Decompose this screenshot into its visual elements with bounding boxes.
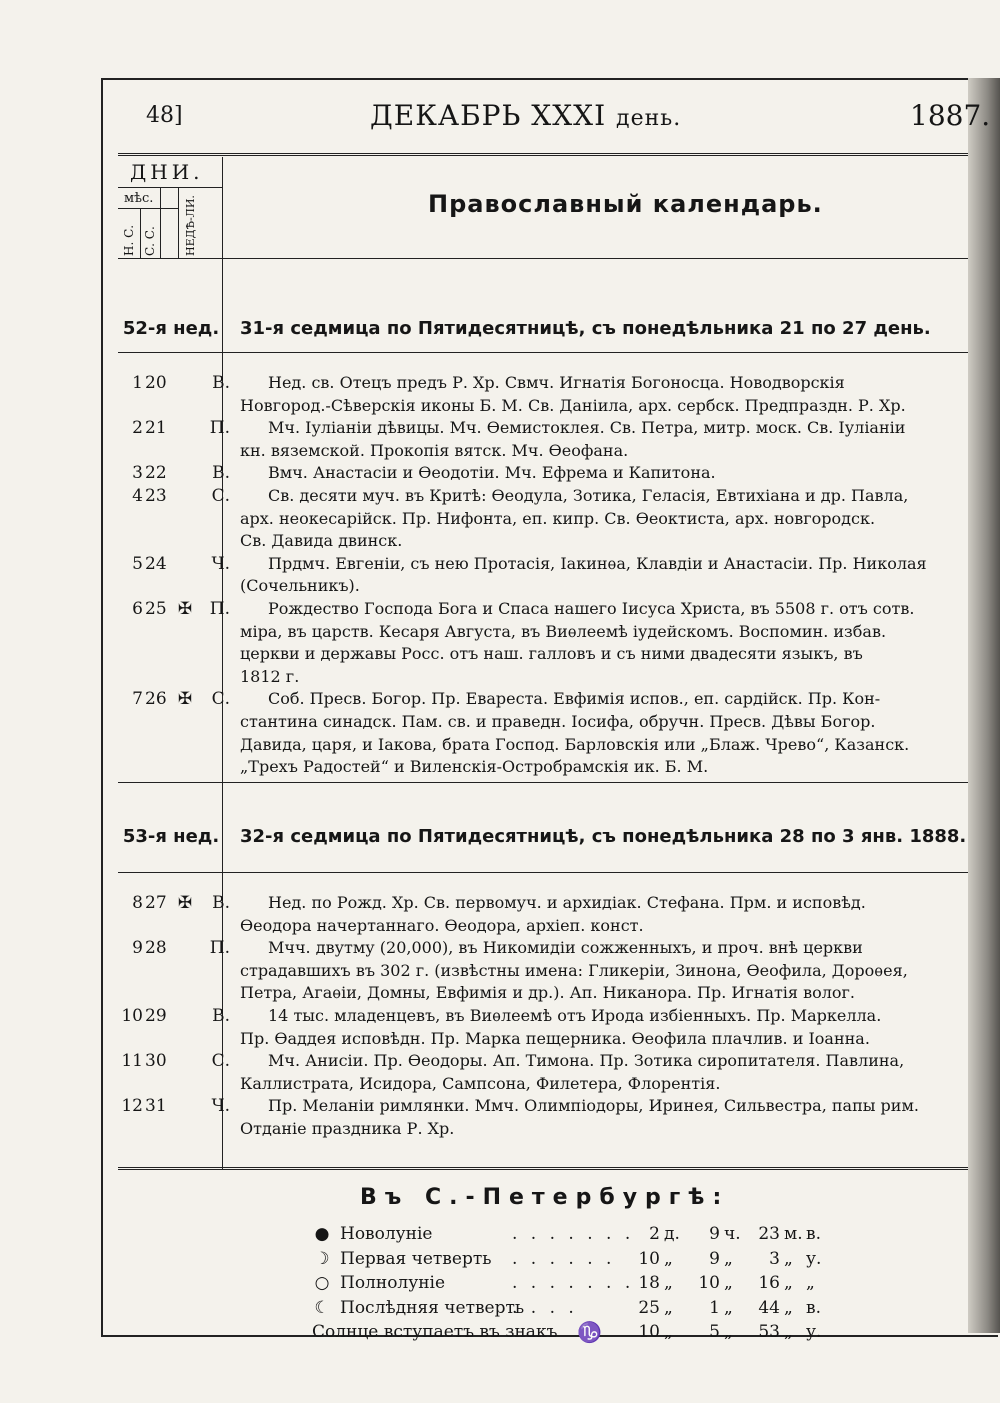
phase-unit-days: „ [664, 1248, 673, 1269]
leader-dots: . . . . [512, 1297, 578, 1318]
phase-unit-minutes: „ [784, 1248, 793, 1269]
saints-line: Каллистрата, Исидора, Сампсона, Филетера, Флорентія. [240, 1073, 721, 1093]
day-of-week: П. [209, 418, 230, 439]
phase-value-minutes: 44 [758, 1297, 780, 1318]
day-new-style: 12 [121, 1096, 143, 1117]
day-of-week: В. [212, 1006, 230, 1026]
sun-unit-days: „ [664, 1322, 673, 1342]
head-divider-2 [160, 188, 161, 258]
sun-value-days: 10 [638, 1322, 660, 1342]
saints-line: Отданіе праздника Р. Хр. [240, 1118, 455, 1138]
phase-unit-hours: ч. [724, 1224, 741, 1244]
day-old-style: 29 [145, 1006, 167, 1026]
day-of-week: В. [212, 373, 230, 393]
day-of-week: Ч. [211, 553, 230, 574]
spb-title: Въ С.-Петербургѣ: [360, 1185, 730, 1210]
day-old-style: 28 [145, 938, 167, 959]
sun-unit-minutes: „ [784, 1322, 793, 1342]
week-end-rule [118, 782, 968, 783]
phase-time-of-day: у. [806, 1248, 822, 1269]
week-rule [118, 352, 968, 353]
phase-value-minutes: 23 [758, 1224, 780, 1244]
feast-cross-icon: ✠ [177, 599, 193, 619]
moon-phase-icon: ☽ [314, 1248, 330, 1269]
months-caption-rule [118, 208, 178, 209]
day-of-week: Ч. [211, 1096, 230, 1117]
day-old-style: 26 [145, 689, 167, 710]
saints-line: 1812 г. [240, 666, 300, 686]
phase-value-minutes: 3 [769, 1248, 780, 1269]
moon-phase-icon: ☾ [314, 1297, 330, 1318]
saints-line: Св. Давида двинск. [240, 531, 403, 551]
moon-phase-row [312, 1296, 832, 1320]
year-label: 1887. [910, 99, 991, 132]
phase-unit-days: „ [664, 1273, 673, 1293]
month-title-suffix: день. [616, 106, 682, 131]
leader-dots: . . . . . . . [512, 1224, 635, 1244]
phase-unit-minutes: м. [784, 1224, 803, 1244]
phase-unit-days: д. [664, 1224, 680, 1244]
sun-label: Солнце вступаетъ въ знакъ [312, 1322, 558, 1342]
footer-double-rule [118, 1167, 968, 1170]
sun-unit-hours: „ [724, 1322, 733, 1342]
day-of-week: С. [211, 1051, 230, 1072]
saints-line: Мчч. двутму (20,000), въ Никомидіи сожженныхъ, и проч. внѣ церкви [268, 938, 863, 958]
phase-value-days: 10 [638, 1248, 660, 1269]
moon-phase-row [312, 1222, 832, 1246]
phase-time-of-day: в. [806, 1224, 821, 1244]
phase-value-hours: 10 [698, 1273, 720, 1293]
day-new-style: 3 [132, 463, 143, 484]
day-old-style: 20 [145, 373, 167, 393]
saints-line: Давида, царя, и Іакова, брата Господ. Барловскія или „Блаж. Чрево“, Казанск. [240, 734, 910, 754]
months-caption: мѣс. [124, 191, 154, 206]
day-new-style: 9 [132, 938, 143, 959]
week-heading: 31-я седмица по Пятидесятницѣ, съ понедѣльника 21 по 27 день. [240, 318, 931, 339]
feast-cross-icon: ✠ [177, 893, 193, 913]
moon-phase-row [312, 1271, 832, 1295]
saints-line: Мч. Іуліаніи дѣвицы. Мч. Ѳемистоклея. Св. Петра, митр. моск. Св. Іуліаніи [268, 418, 906, 438]
phase-unit-days: „ [664, 1297, 673, 1318]
day-of-week: П. [209, 599, 230, 619]
saints-line: міра, въ царств. Кесаря Августа, въ Виѳлеемѣ іудейскомъ. Воспомин. избав. [240, 621, 887, 641]
sun-value-hours: 5 [709, 1322, 720, 1342]
day-new-style: 1 [132, 373, 143, 393]
saints-line: Пр. Ѳаддея исповѣдн. Пр. Марка пещерника. Ѳеофила плачлив. и Іоанна. [240, 1028, 870, 1048]
day-of-week: В. [212, 893, 230, 913]
saints-line: Вмч. Анастасіи и Ѳеодотіи. Мч. Ефрема и Капитона. [268, 463, 716, 483]
saints-line: страдавшихъ въ 302 г. (извѣстны имена: Гликеріи, Зинона, Ѳеофила, Дороѳея, [240, 960, 908, 980]
saints-line: арх. неокесарійск. Пр. Нифонта, еп. кипр. Св. Ѳеоктиста, арх. новгородск. [240, 508, 876, 528]
phase-value-hours: 1 [709, 1297, 720, 1318]
header-double-rule [118, 153, 968, 156]
saints-line: Соб. Пресв. Богор. Пр. Евареста. Евфимія испов., еп. сардійск. Пр. Кон- [268, 689, 881, 709]
moon-phase-label: Первая четверть [340, 1248, 492, 1269]
col-week-label: НЕДѢ-ЛИ. [184, 195, 197, 256]
week-rule [118, 872, 968, 873]
day-new-style: 6 [132, 599, 143, 619]
day-new-style: 8 [132, 893, 143, 913]
head-bottom-rule [118, 258, 968, 259]
saints-line: Прдмч. Евгеніи, съ нею Протасія, Іакинѳа, Клавдіи и Анастасіи. Пр. Николая [268, 553, 927, 573]
day-old-style: 21 [145, 418, 167, 439]
days-caption-rule [118, 187, 222, 188]
phase-value-minutes: 16 [758, 1273, 780, 1293]
phase-value-hours: 9 [709, 1224, 720, 1244]
saints-line: „Трехъ Радостей“ и Виленскія-Остробрамскія ик. Б. М. [240, 757, 709, 777]
phase-value-days: 2 [649, 1224, 660, 1244]
capricorn-sign-icon: ♑ [577, 1320, 602, 1344]
week-label: 52-я нед. [122, 318, 220, 339]
saints-line: Ѳеодора начертаннаго. Ѳеодора, архіеп. конст. [240, 915, 644, 935]
week-label: 53-я нед. [122, 826, 220, 847]
phase-value-days: 18 [638, 1273, 660, 1293]
day-old-style: 31 [145, 1096, 167, 1117]
day-of-week: С. [211, 689, 230, 710]
week-heading: 32-я седмица по Пятидесятницѣ, съ понедѣльника 28 по 3 янв. 1888. [240, 826, 967, 847]
saints-line: (Сочельникъ). [240, 576, 360, 596]
phase-value-hours: 9 [709, 1248, 720, 1269]
month-title: ДЕКАБРЬ XXXI [370, 99, 607, 132]
feast-cross-icon: ✠ [177, 689, 193, 710]
day-old-style: 22 [145, 463, 167, 484]
day-old-style: 25 [145, 599, 167, 619]
calendar-title: Православный календарь. [428, 190, 823, 218]
moon-phase-label: Полнолуніе [340, 1273, 446, 1293]
leader-dots: . . . . . . [512, 1248, 616, 1269]
day-new-style: 7 [132, 689, 143, 710]
moon-phase-icon: ● [314, 1224, 330, 1244]
phase-time-of-day: „ [806, 1273, 815, 1293]
days-caption: ДНИ. [130, 160, 204, 184]
head-divider-1 [140, 208, 141, 258]
phase-unit-minutes: „ [784, 1273, 793, 1293]
saints-line: Петра, Агаѳіи, Домны, Евфимія и др.). Ап. Никанора. Пр. Игнатія волог. [240, 983, 855, 1003]
saints-line: Св. десяти муч. въ Критѣ: Ѳеодула, Зотика, Геласія, Евтихіана и др. Павла, [268, 486, 909, 505]
page-title [370, 92, 681, 140]
moon-phase-row [312, 1247, 832, 1271]
saints-line: Нед. св. Отецъ предъ Р. Хр. Свмч. Игнатія Богоносца. Новодворскія [268, 373, 845, 392]
sun-time-of-day: у. [806, 1322, 822, 1342]
day-new-style: 11 [121, 1051, 143, 1072]
phase-value-days: 25 [638, 1297, 660, 1318]
moon-phase-icon: ○ [314, 1273, 330, 1293]
phase-unit-minutes: „ [784, 1297, 793, 1318]
saints-line: Нед. по Рожд. Хр. Св. первомуч. и архидіак. Стефана. Прм. и исповѣд. [268, 893, 866, 912]
moon-phase-label: Послѣдняя четверть [340, 1297, 525, 1318]
day-new-style: 10 [121, 1006, 143, 1026]
sun-value-minutes: 53 [758, 1322, 780, 1342]
saints-line: стантина синадск. Пам. св. и праведн. Іосифа, обручн. Пресв. Дѣвы Богор. [240, 711, 876, 731]
day-old-style: 30 [145, 1051, 167, 1072]
day-of-week: В. [212, 463, 230, 484]
saints-line: Мч. Анисіи. Пр. Ѳеодоры. Ап. Тимона. Пр. Зотика сиропитателя. Павлина, [268, 1051, 905, 1071]
day-old-style: 23 [145, 486, 167, 506]
day-of-week: С. [211, 486, 230, 506]
moon-phase-label: Новолуніе [340, 1224, 433, 1244]
sun-sign-row [312, 1320, 832, 1344]
day-new-style: 2 [132, 418, 143, 439]
col-ss-label: С. С. [143, 226, 157, 256]
phase-unit-hours: „ [724, 1297, 733, 1318]
day-old-style: 24 [145, 553, 167, 574]
saints-line: 14 тыс. младенцевъ, въ Виѳлеемѣ отъ Ирода избіенныхъ. Пр. Маркелла. [268, 1006, 882, 1025]
saints-line: Пр. Меланіи римлянки. Ммч. Олимпіодоры, Иринея, Сильвестра, папы рим. [268, 1096, 919, 1116]
page-number: 48] [146, 103, 183, 128]
saints-line: церкви и державы Росс. отъ наш. галловъ и съ ними двадесяти языкъ, въ [240, 644, 863, 664]
saints-line: кн. вяземской. Прокопія вятск. Мч. Ѳеофана. [240, 440, 629, 460]
day-new-style: 4 [132, 486, 143, 506]
saints-line: Новгород.-Сѣверскія иконы Б. М. Св. Даніила, арх. сербск. Предпраздн. Р. Хр. [240, 395, 906, 415]
col-ns-label: Н. С. [122, 224, 136, 256]
phase-unit-hours: „ [724, 1273, 733, 1293]
saints-line: Рождество Господа Бога и Спаса нашего Іисуса Христа, въ 5508 г. отъ сотв. [268, 599, 915, 618]
phase-time-of-day: в. [806, 1297, 821, 1318]
leader-dots: . . . . . . . [512, 1273, 635, 1293]
phase-unit-hours: „ [724, 1248, 733, 1269]
day-old-style: 27 [145, 893, 167, 913]
head-divider-3 [178, 188, 179, 258]
day-of-week: П. [209, 938, 230, 959]
day-new-style: 5 [132, 553, 143, 574]
